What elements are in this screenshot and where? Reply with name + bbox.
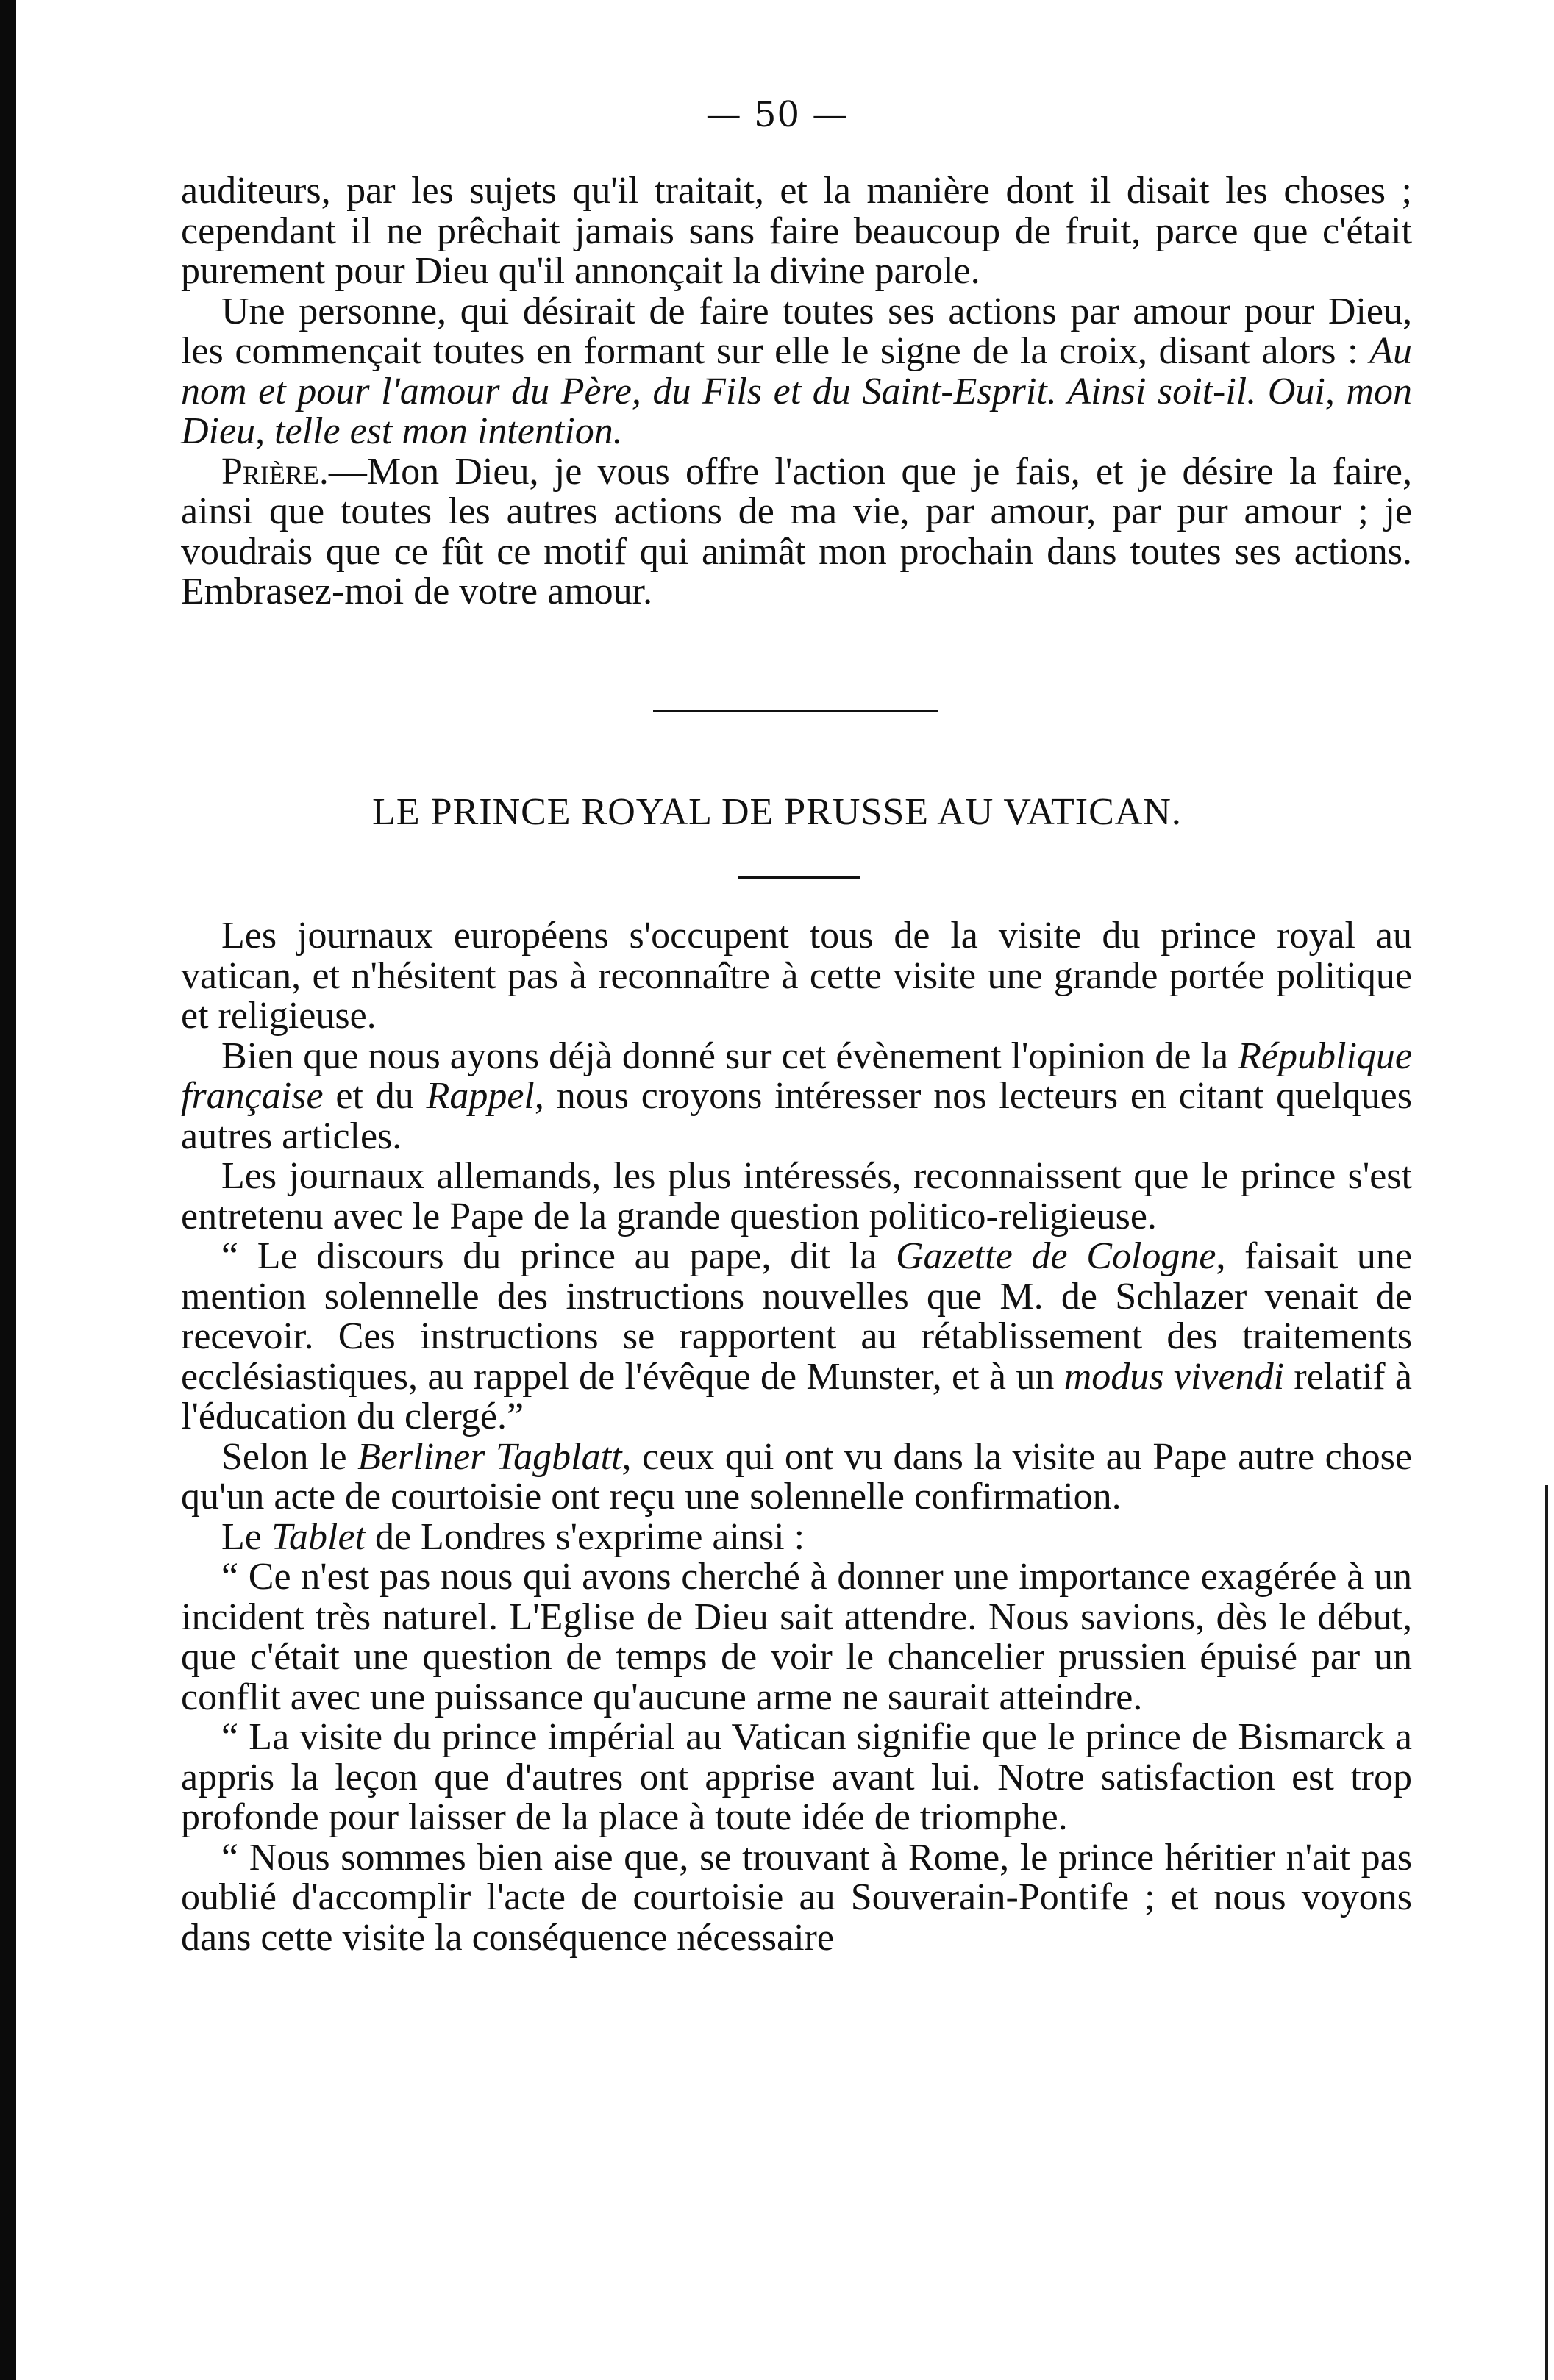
article-paragraph — [181, 1515, 1412, 1558]
paragraph-italic-prayer: Au nom et pour l'amour du Père, du Fils et du Saint-Esprit. Ainsi soit-il. Oui, mon Dieu, telle est mon intention. — [181, 330, 1412, 452]
paragraph-prayer — [181, 452, 1412, 612]
article-text-block — [181, 916, 1412, 1958]
text-run: , faisait une mention solennelle des instructions nouvelles que M. de Schlazer venait de recevoir. Ces instructions se rapportent au rétablissement des traitements ecclésiastiques, au rappel de l'évêque de Munster, et à un — [181, 1235, 1413, 1398]
prayer-label: Prière. — [221, 450, 329, 493]
paragraph-continuation: auditeurs, par les sujets qu'il traitait, et la manière dont il disait les choses ; cependant il ne prêchait jamais sans faire beaucoup de fruit, parce que c'était purement pour Dieu qu'il annonçait la divine parole. — [181, 170, 1412, 292]
publication-title: République française — [181, 1034, 1412, 1117]
text-run: de Londres s'exprime ainsi : — [365, 1515, 805, 1558]
text-run: relatif à l'éducation du clergé.” — [181, 1355, 1412, 1437]
title-underline-rule — [738, 876, 860, 879]
text-run: , nous croyons intéresser nos lecteurs en citant quelques autres articles. — [181, 1075, 1412, 1157]
publication-title: Berliner Tagblatt — [357, 1435, 622, 1478]
article-paragraph: Les journaux européens s'occupent tous de la visite du prince royal au vatican, et n'hésitent pas à reconnaître à cette visite une grande portée politique et religieuse. — [181, 915, 1412, 1037]
text-run: Le — [221, 1515, 271, 1558]
prayer-text: —Mon Dieu, je vous offre l'action que je fais, et je désire la faire, ainsi que toutes les autres actions de ma vie, par amour, par pur amour ; je voudrais que ce fût ce motif qui animât mon prochain dans toutes ses actions. Embrasez-moi de votre amour. — [181, 450, 1412, 612]
article-paragraph — [181, 1034, 1412, 1157]
text-run: “ Le discours du prince au pape, dit la — [221, 1235, 896, 1277]
page-number: — 50 — — [705, 94, 849, 135]
text-run: Selon le — [221, 1435, 358, 1478]
text-run: Bien que nous ayons déjà donné sur cet évènement l'opinion de la — [221, 1034, 1238, 1077]
article-paragraph: Les journaux allemands, les plus intéressés, reconnaissent que le prince s'est entretenu avec le Pape de la grande question politico-religieuse. — [181, 1155, 1412, 1237]
paragraph-text: Une personne, qui désirait de faire toutes ses actions par amour pour Dieu, les commençait toutes en formant sur elle le signe de la croix, disant alors : — [181, 290, 1412, 372]
scan-edge-right — [1545, 1485, 1548, 2380]
latin-phrase: modus vivendi — [1063, 1355, 1285, 1398]
scan-edge-left — [0, 0, 16, 2380]
article-paragraph — [181, 1237, 1412, 1437]
section-title: LE PRINCE ROYAL DE PRUSSE AU VATICAN. — [372, 791, 1182, 833]
publication-title: Tablet — [271, 1515, 366, 1558]
paragraph-sign-of-cross — [181, 292, 1412, 452]
article-quote: “ Ce n'est pas nous qui avons cherché à donner une importance exagérée à un incident très naturel. L'Eglise de Dieu sait attendre. Nous savions, dès le début, que c'était une question de temps de voir le chancelier prussien épuisé par un conflit avec une puissance qu'aucune arme ne saurait atteindre. — [181, 1556, 1412, 1718]
top-text-block — [181, 171, 1412, 612]
publication-title: Gazette de Cologne — [895, 1235, 1216, 1277]
text-run: , ceux qui ont vu dans la visite au Pape autre chose qu'un acte de courtoisie ont reçu une solennelle confirmation. — [181, 1435, 1413, 1518]
article-quote: “ Nous sommes bien aise que, se trouvant à Rome, le prince héritier n'ait pas oublié d'accomplir l'acte de courtoisie au Souverain-Pontife ; et nous voyons dans cette visite la conséquence nécessaire — [181, 1836, 1412, 1959]
publication-title: Rappel — [426, 1075, 535, 1117]
separator-rule — [653, 710, 938, 712]
article-paragraph — [181, 1437, 1412, 1518]
text-run: et du — [323, 1075, 427, 1117]
article-quote: “ La visite du prince impérial au Vatican signifie que le prince de Bismarck a appris la leçon que d'autres ont apprise avant lui. Notre satisfaction est trop profonde pour laisser de la place à toute idée de triomphe. — [181, 1716, 1412, 1838]
